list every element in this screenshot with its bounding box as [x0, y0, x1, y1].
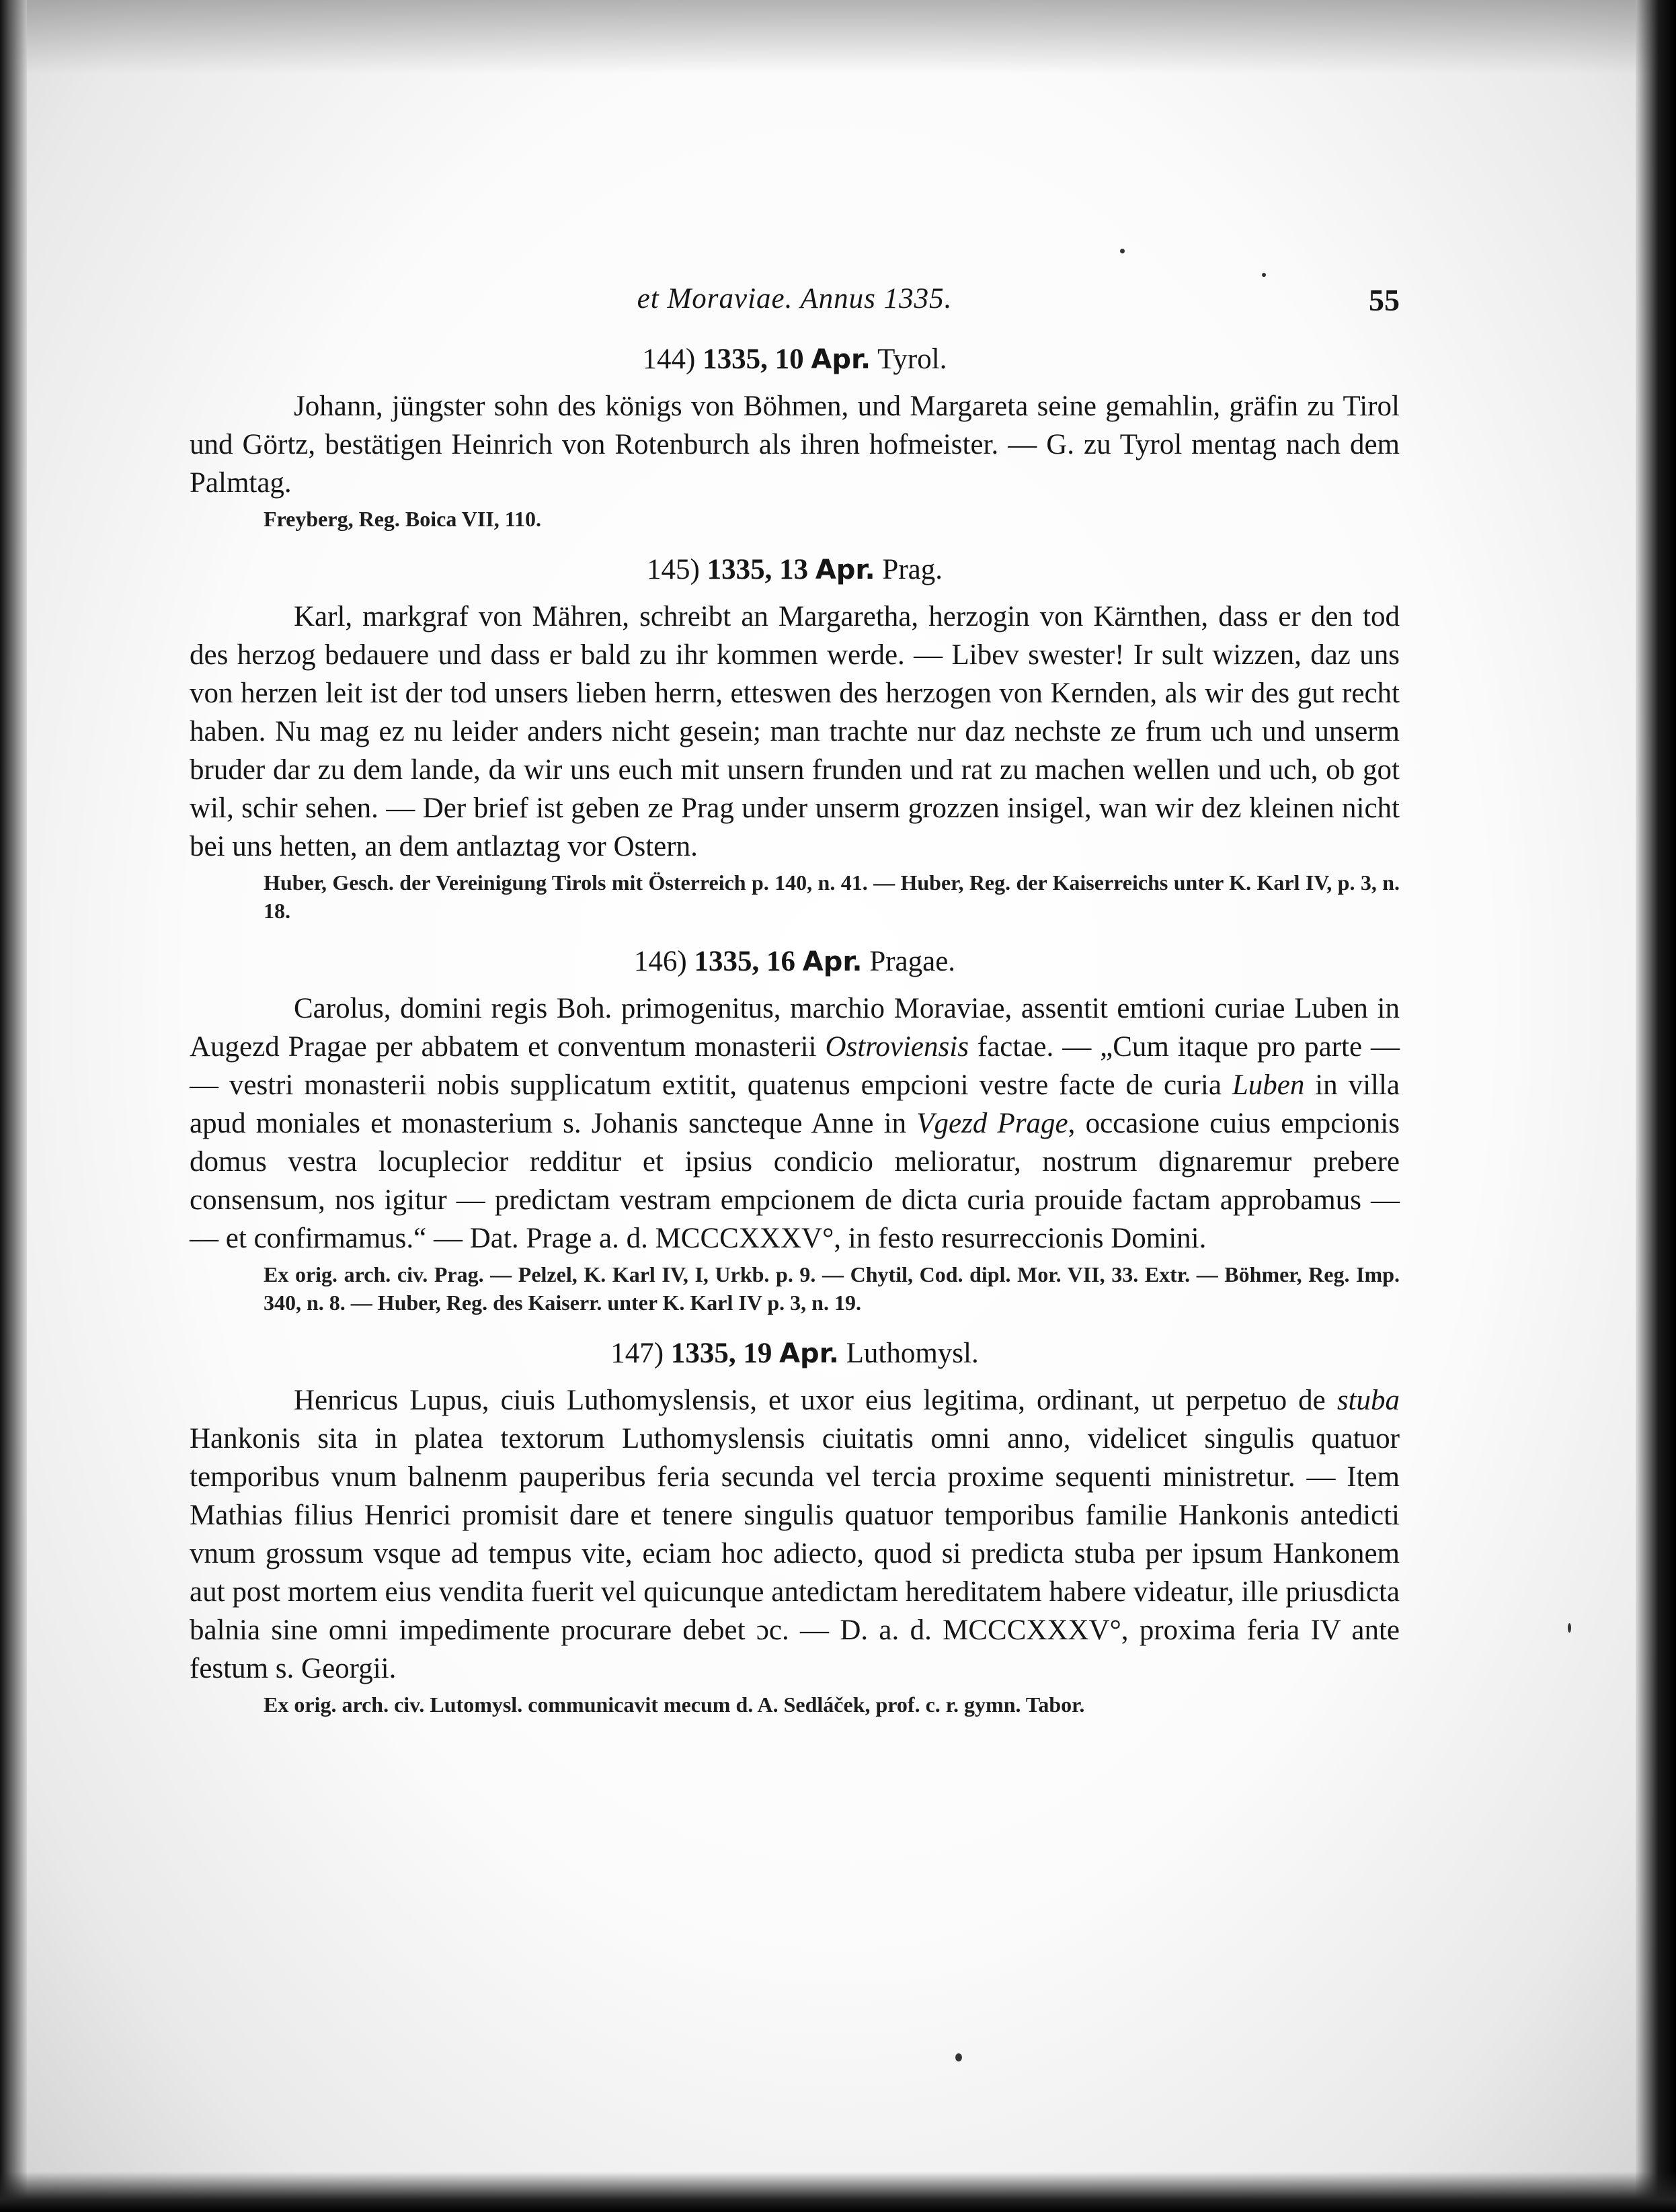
entry-month: Apr. [779, 1338, 839, 1369]
entry-body [190, 1381, 1400, 1688]
entry-body-italic: Ostroviensis [825, 1031, 969, 1063]
entry-heading [190, 340, 1400, 379]
entry-body [190, 387, 1400, 502]
page-number: 55 [1369, 283, 1400, 317]
regest-entry-145 [190, 550, 1400, 925]
entry-source: Huber, Gesch. der Vereinigung Tirols mit Österreich p. 140, n. 41. — Huber, Reg. der Kaiserreichs unter K. Karl IV, p. 3, n. 18. [264, 870, 1400, 923]
scan-edge-left [0, 0, 27, 2212]
regest-entry-144 [190, 340, 1400, 533]
regest-entry-146 [190, 942, 1400, 1317]
entry-body-italic: stuba [1336, 1385, 1400, 1416]
scan-edge-bottom [0, 2172, 1676, 2212]
entry-body [190, 989, 1400, 1258]
dust-speck [1262, 273, 1266, 277]
entry-heading [190, 1334, 1400, 1373]
entry-place: Luthomysl. [846, 1338, 979, 1369]
entry-body [190, 598, 1400, 866]
entry-source: Ex orig. arch. civ. Lutomysl. communicavit mecum d. A. Sedláček, prof. c. r. gymn. Tabor. [264, 1692, 1085, 1717]
entry-body-italic: Luben [1232, 1069, 1305, 1101]
entry-number: 145) [647, 554, 700, 585]
entry-month: Apr. [815, 555, 875, 585]
scan-shadow-top [0, 0, 1676, 74]
entry-date: 1335, 19 [670, 1338, 772, 1369]
entry-heading [190, 942, 1400, 981]
entry-body-text: , occasione cuius empcionis domus vestra locuplecior redditur et ipsius condicio melioratur, nostrum dignaremur prebere consensum, nos igitur — predictam vestram empcionem de dicta curia prouide factam approbamus — — et confirmamus.“ — Dat. Prage a. d. MCCCXXXV°, in festo resurreccionis Domini. [190, 1108, 1400, 1254]
entry-date: 1335, 13 [707, 554, 809, 585]
entry-place: Tyrol. [877, 343, 947, 375]
entry-month: Apr. [802, 946, 863, 977]
running-head [190, 282, 1400, 323]
document-page [190, 282, 1400, 1719]
entry-number: 144) [642, 343, 696, 375]
entry-body-text: Karl, markgraf von Mähren, schreibt an Margaretha, herzogin von Kärnthen, dass er den tod des herzog bedauere und dass er bald zu ihr kommen werde. — Libev swester! Ir sult wizzen, daz uns von herzen leit ist der tod unsers lieben herrn, etteswen des herzogen von Kernden, als wir des gut recht haben. Nu mag ez nu leider anders nicht gesein; man trachte nur daz nechste ze frum uch und unserm bruder dar zu dem lande, da wir uns euch mit unsern frunden und rat zu machen wellen und uch, ob got wil, schir sehen. — Der brief ist geben ze Prag under unserm grozzen insigel, wan wir dez kleinen nicht bei uns hetten, an dem antlaztag vor Ostern. [190, 601, 1400, 862]
dust-speck [955, 2053, 962, 2061]
entry-place: Prag. [882, 554, 943, 585]
dust-speck [1120, 249, 1125, 253]
entry-body-italic: Vgezd Prage [916, 1108, 1068, 1139]
scan-edge-right [1636, 0, 1676, 2212]
entry-body-text: in villa apud moniales et monasterium s. Johanis sancteque Anne in [190, 1069, 1400, 1139]
regest-entry-147 [190, 1334, 1400, 1719]
entry-body-text: factae. — „Cum itaque pro parte — — vestri monasterii nobis supplicatum extitit, quatenus empcioni vestre facte de curia [190, 1031, 1400, 1101]
entry-month: Apr. [811, 344, 871, 375]
entry-number: 147) [610, 1338, 664, 1369]
entry-source: Freyberg, Reg. Boica VII, 110. [264, 507, 541, 531]
entry-body-text: Henricus Lupus, ciuis Luthomyslensis, et uxor eius legitima, ordinant, ut perpetuo de [294, 1385, 1337, 1416]
entry-body-text: Carolus, domini regis Boh. primogenitus, marchio Moraviae, assentit emtioni curiae Luben in Augezd Pragae per abbatem et conventum monasterii [190, 993, 1400, 1063]
entry-place: Pragae. [869, 946, 956, 977]
dust-speck [1568, 1623, 1571, 1633]
entry-number: 146) [633, 946, 687, 977]
entry-body-text: Johann, jüngster sohn des königs von Böhmen, und Margareta seine gemahlin, gräfin zu Tirol und Görtz, bestätigen Heinrich von Rotenburch als ihren hofmeister. — G. zu Tyrol mentag nach dem Palmtag. [190, 391, 1400, 499]
entry-date: 1335, 10 [703, 343, 804, 375]
entry-date: 1335, 16 [694, 946, 795, 977]
running-head-title: et Moraviae. Annus 1335. [637, 283, 953, 315]
entry-heading [190, 550, 1400, 589]
entry-body-text: Hankonis sita in platea textorum Luthomyslensis ciuitatis omni anno, videlicet singulis quatuor temporibus vnum balnenm pauperibus feria secunda vel tercia proxime sequenti ministretur. — Item Mathias filius Henrici promisit dare et tenere singulis quatuor temporibus familie Hankonis antedicti vnum grossum vsque ad tempus vite, eciam hoc adiecto, quod si predicta stuba per ipsum Hankonem aut post mortem eius vendita fuerit vel quicunque antedictam hereditatem habere videatur, ille priusdicta balnia sine omni impedimente procurare debet ɔc. — D. a. d. MCCCXXXV°, proxima feria IV ante festum s. Georgii. [190, 1423, 1400, 1684]
entry-source: Ex orig. arch. civ. Prag. — Pelzel, K. Karl IV, I, Urkb. p. 9. — Chytil, Cod. dipl. Mor. VII, 33. Extr. — Böhmer, Reg. Imp. 340, n. 8. — Huber, Reg. des Kaiserr. unter K. Karl IV p. 3, n. 19. [264, 1262, 1400, 1315]
